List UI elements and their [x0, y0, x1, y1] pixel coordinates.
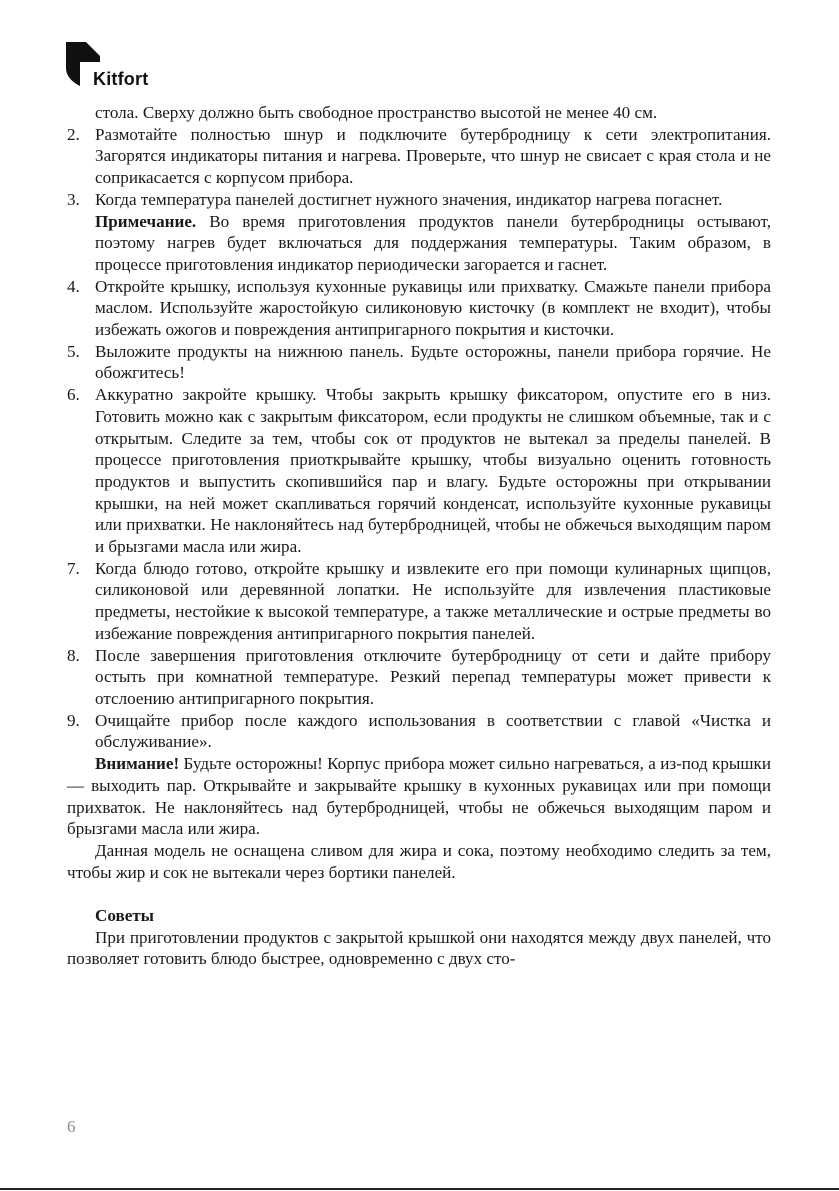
note-label: Примечание.	[95, 211, 197, 231]
step-item	[67, 341, 771, 384]
step-number: 4.	[67, 276, 80, 296]
spacer	[67, 883, 771, 905]
warning-paragraph	[67, 753, 771, 840]
warning-text: Будьте осторожны! Корпус прибора может сильно нагреваться, а из-под крышки — выходить пар. Открывайте и закрывайте крышку в кухонных рукавицах или при помощи прихваток. Не наклоняйтесь над бутербродницей, чтобы не обжечься выходящим паром и брызгами масла или жира.	[67, 754, 771, 839]
note-text: Во время приготовления продуктов панели бутербродницы остывают, поэтому нагрев будет включаться для поддержания температуры. Таким образом, в процессе приготовления индикатор периодически загорается и гаснет.	[95, 211, 771, 274]
step-item	[67, 710, 771, 753]
step-text: Аккуратно закройте крышку. Чтобы закрыть крышку фиксатором, опустите его в низ. Готовить можно как с закрытым фиксатором, если продукты не слишком объемные, так и с открытым. Следите за тем, чтобы сок от продуктов не вытекал за пределы панелей. В процессе приготовления приоткрывайте крышку, чтобы визуально оценить готовность продуктов и выпустить скопившийся пар и влагу. Будьте осторожны при открывании крышки, на ней может скапливаться горячий конденсат, используйте кухонные рукавицы или прихватки. Не наклоняйтесь над бутербродницей, чтобы не обжечься выходящим паром и брызгами масла или жира.	[95, 385, 771, 557]
instructions-text	[67, 102, 771, 970]
step-item	[67, 124, 771, 189]
step-text: Размотайте полностью шнур и подключите бутербродницу к сети электропитания. Загорятся индикаторы питания и нагрева. Проверьте, что шнур не свисает с края стола и не соприкасается с корпусом прибора.	[95, 124, 771, 188]
brand-name: Kitfort	[93, 69, 149, 89]
step-item	[67, 276, 771, 341]
step-number: 9.	[67, 710, 80, 730]
step-item	[67, 189, 771, 211]
step-number: 7.	[67, 558, 80, 578]
step-number: 2.	[67, 124, 80, 144]
step-text: Очищайте прибор после каждого использования в соответствии с главой «Чистка и обслуживание».	[95, 710, 771, 752]
step-item	[67, 645, 771, 710]
page-number: 6	[67, 1117, 76, 1136]
step-text: После завершения приготовления отключите бутербродницу от сети и дайте прибору остыть при комнатной температуре. Резкий перепад температуры может привести к отслоению антипригарного покрытия.	[95, 645, 771, 708]
step-item	[67, 384, 771, 558]
step-text: Когда температура панелей достигнет нужного значения, индикатор нагрева погаснет.	[95, 189, 723, 209]
tips-paragraph: При приготовлении продуктов с закрытой крышкой они находятся между двух панелей, что позволяет готовить блюдо быстрее, одновременно с двух сто-	[67, 927, 771, 969]
step-number: 8.	[67, 645, 80, 665]
step-number: 3.	[67, 189, 80, 209]
step-item	[67, 558, 771, 645]
note-block	[67, 211, 771, 276]
tips-heading: Советы	[95, 906, 155, 925]
kitfort-logo	[66, 42, 176, 92]
bottom-divider	[0, 1188, 839, 1190]
step-number: 5.	[67, 341, 80, 361]
body-paragraph: Данная модель не оснащена сливом для жира и сока, поэтому необходимо следить за тем, чтобы жир и сок не вытекали через бортики панелей.	[67, 840, 771, 882]
step-number: 6.	[67, 385, 80, 405]
continuation-text: стола. Сверху должно быть свободное пространство высотой не менее 40 см.	[95, 103, 658, 122]
step-text: Выложите продукты на нижнюю панель. Будьте осторожны, панели прибора горячие. Не обожгитесь!	[95, 341, 771, 383]
warning-label: Внимание!	[95, 754, 180, 774]
step-text: Когда блюдо готово, откройте крышку и извлеките его при помощи кулинарных щипцов, силиконовой или деревянной лопатки. Не используйте для извлечения пластиковые предметы, нестойкие к высокой температуре, а также металлические и острые предметы во избежание повреждения антипригарного покрытия панелей.	[95, 558, 771, 643]
step-text: Откройте крышку, используя кухонные рукавицы или прихватку. Смажьте панели прибора маслом. Используйте жаростойкую силиконовую кисточку (в комплект не входит), чтобы избежать ожогов и повреждения антипригарного покрытия и кисточки.	[95, 276, 771, 340]
